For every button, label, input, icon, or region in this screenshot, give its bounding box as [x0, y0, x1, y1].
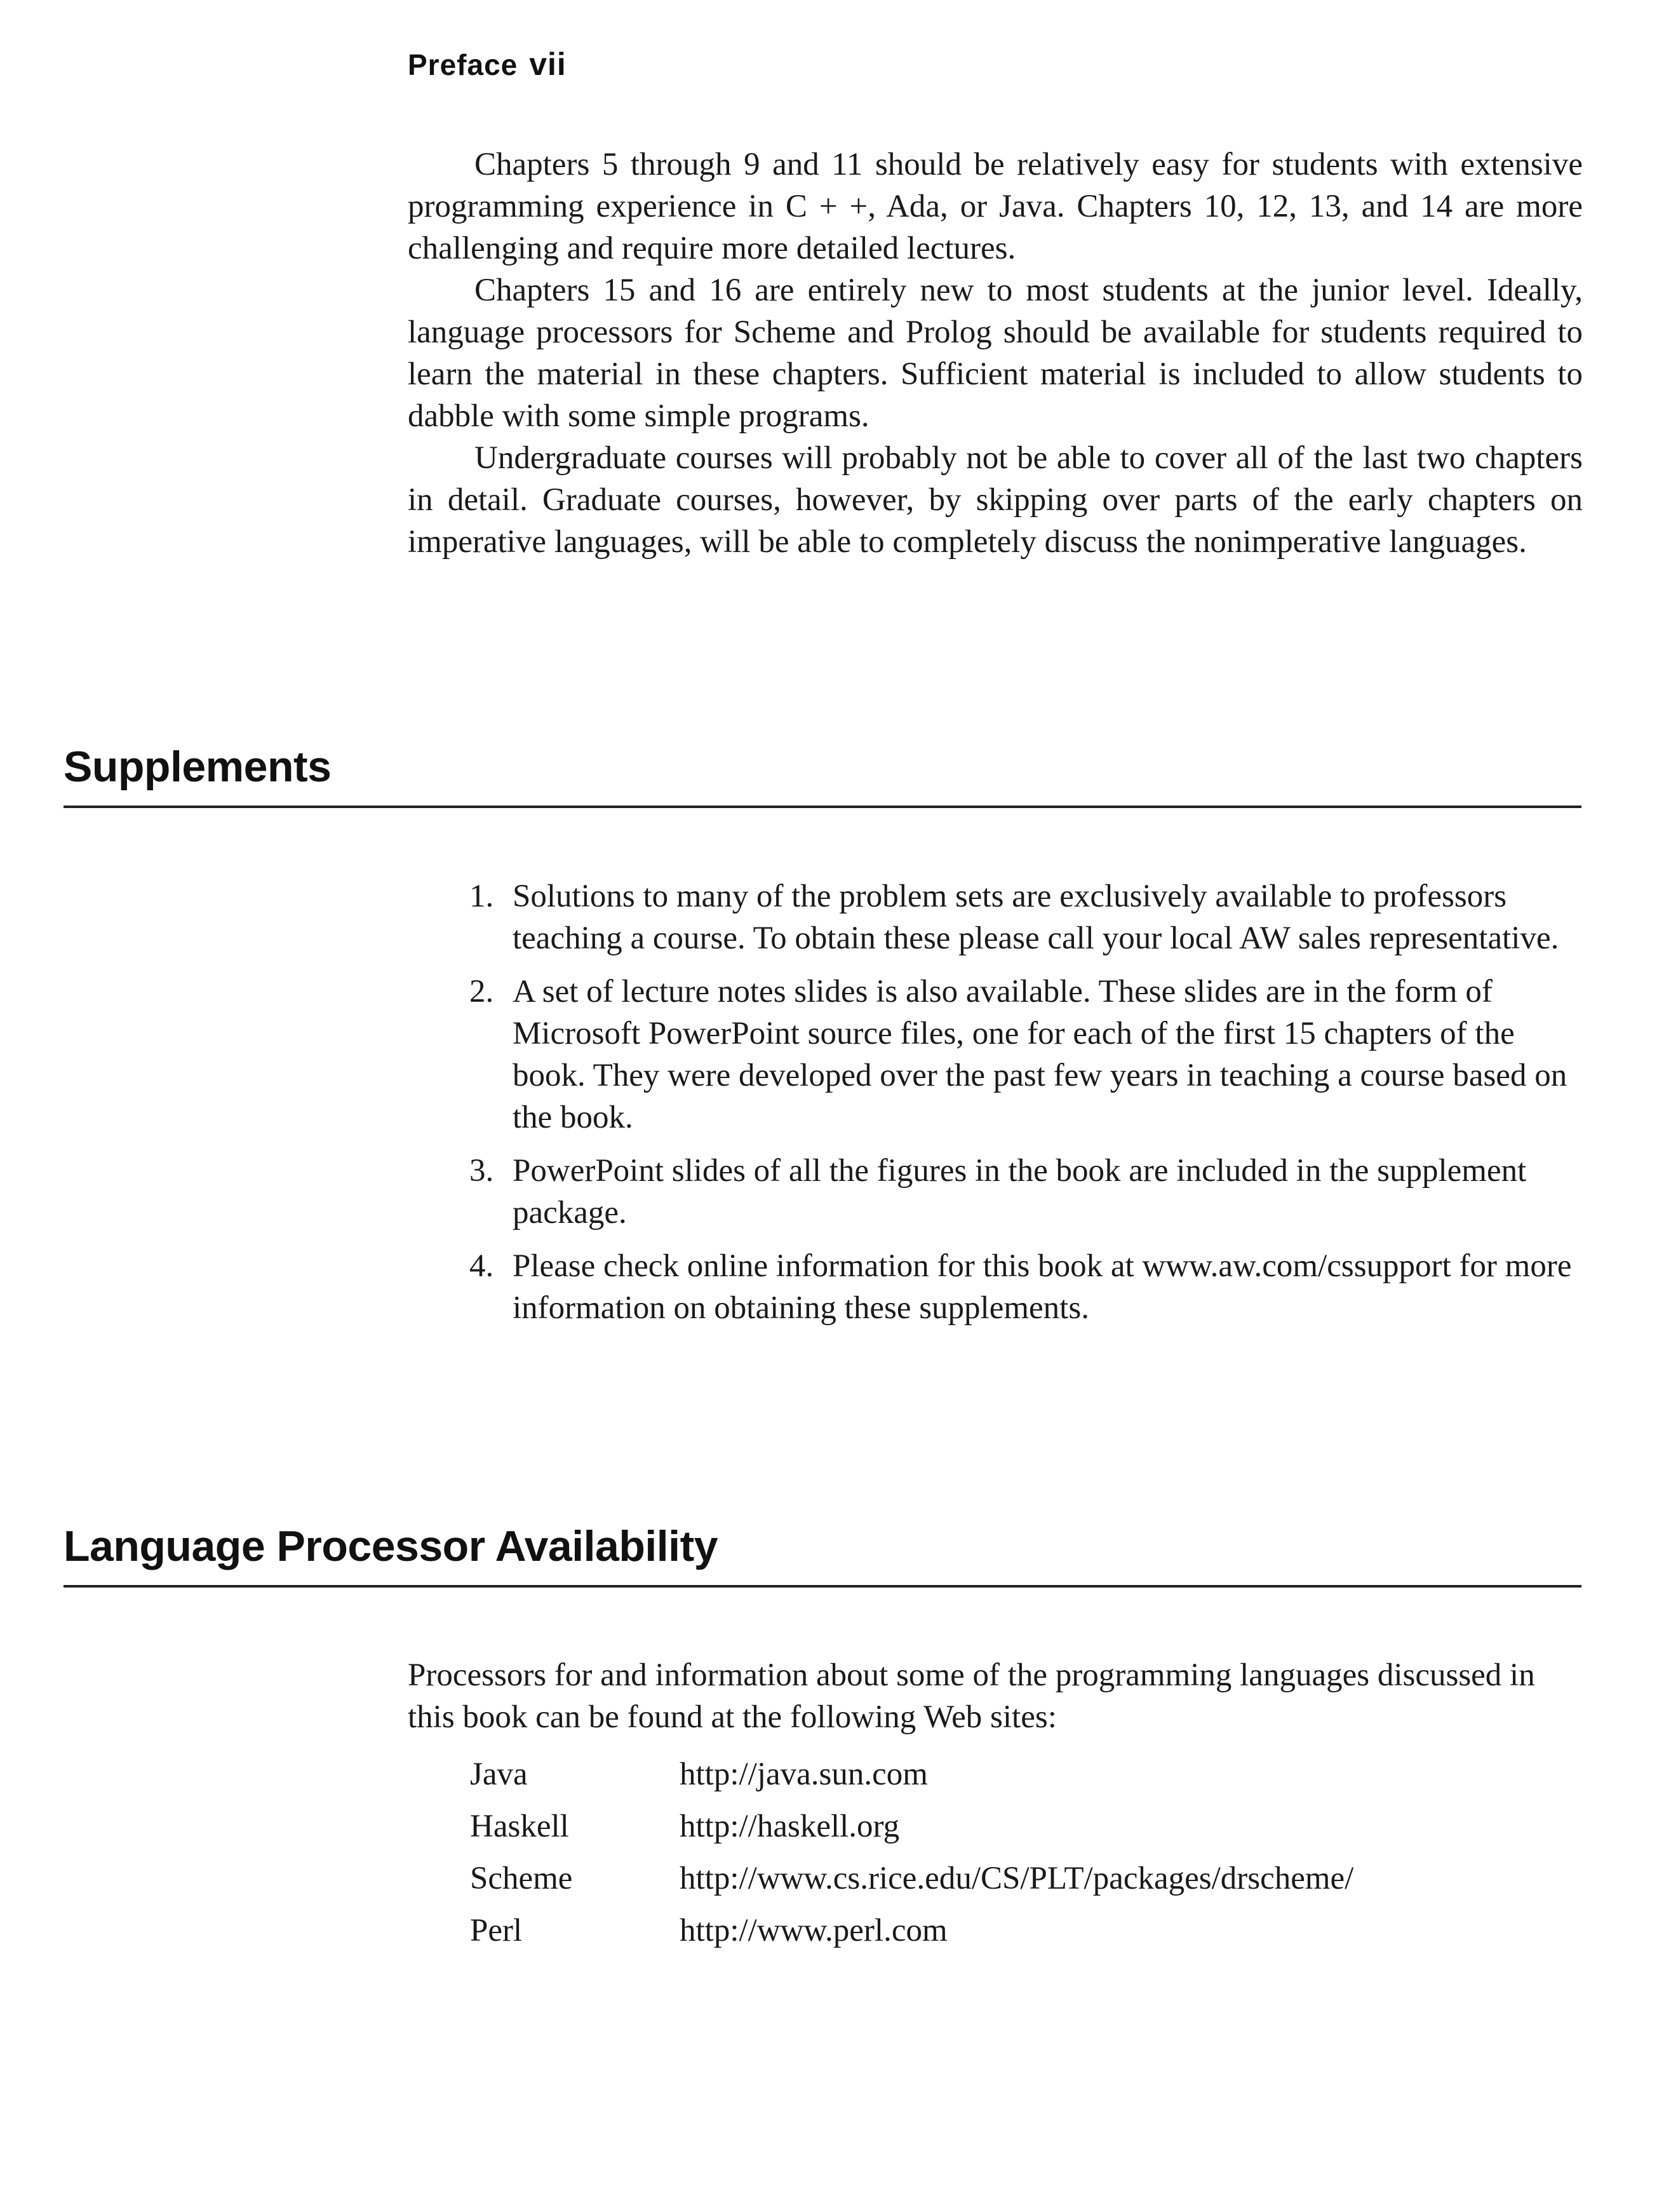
intro-paragraph: Undergraduate courses will probably not be able to cover all of the last two chapters in detail. Graduate courses, however, by skipping over parts of the early chapters on imperative languages, will be able to completely discuss the nonimperative languages. — [408, 440, 1583, 560]
supplements-heading: Supplements — [64, 742, 1581, 808]
list-item — [408, 971, 1583, 1138]
list-item-number: 4. — [469, 1248, 494, 1284]
site-language: Scheme — [470, 1861, 573, 1896]
language-processor-intro: Processors for and information about some of the programming languages discussed in this book can be found at the following Web sites: — [408, 1657, 1535, 1735]
running-head — [408, 46, 567, 83]
table-row — [470, 1910, 1353, 1962]
table-row — [470, 1858, 1353, 1910]
sites-table — [470, 1753, 1353, 1962]
language-processor-heading: Language Processor Availability — [64, 1521, 1581, 1588]
site-url: http://haskell.org — [680, 1809, 900, 1844]
site-url: http://www.perl.com — [680, 1913, 948, 1948]
intro-paragraph: Chapters 15 and 16 are entirely new to most students at the junior level. Ideally, language processors for Scheme and Prolog should be available for students required to learn the material in these chapters. Sufficient material is included to allow students to dabble with some simple programs. — [408, 273, 1583, 434]
page-number: vii — [529, 46, 567, 82]
list-item-number: 3. — [469, 1153, 494, 1189]
table-row — [470, 1753, 1353, 1805]
running-head-title: Preface — [408, 48, 518, 81]
list-item — [408, 1150, 1583, 1234]
list-item-number: 1. — [469, 879, 494, 914]
site-language: Java — [470, 1757, 528, 1792]
table-row — [470, 1805, 1353, 1858]
intro-section — [408, 144, 1583, 563]
list-item-text: PowerPoint slides of all the figures in the book are included in the supplement package. — [513, 1153, 1527, 1231]
list-item-text: Please check online information for this book at www.aw.com/cssupport for more information on obtaining these supplements. — [513, 1248, 1572, 1326]
list-item-text: Solutions to many of the problem sets are exclusively available to professors teaching a course. To obtain these please call your local AW sales representative. — [513, 879, 1559, 956]
list-item-number: 2. — [469, 974, 494, 1009]
list-item-text: A set of lecture notes slides is also available. These slides are in the form of Microsoft PowerPoint source files, one for each of the first 15 chapters of the book. They were developed over the past few years in teaching a course based on the book. — [513, 974, 1567, 1135]
site-language: Haskell — [470, 1809, 569, 1844]
site-language: Perl — [470, 1913, 523, 1948]
site-url: http://www.cs.rice.edu/CS/PLT/packages/drscheme/ — [680, 1861, 1354, 1896]
list-item — [408, 1245, 1583, 1329]
site-url: http://java.sun.com — [680, 1757, 928, 1792]
intro-paragraph: Chapters 5 through 9 and 11 should be relatively easy for students with extensive programming experience in C + +, Ada, or Java. Chapters 10, 12, 13, and 14 are more challenging and require more detailed lectures. — [408, 147, 1583, 266]
supplements-list — [408, 875, 1583, 1340]
list-item — [408, 875, 1583, 959]
